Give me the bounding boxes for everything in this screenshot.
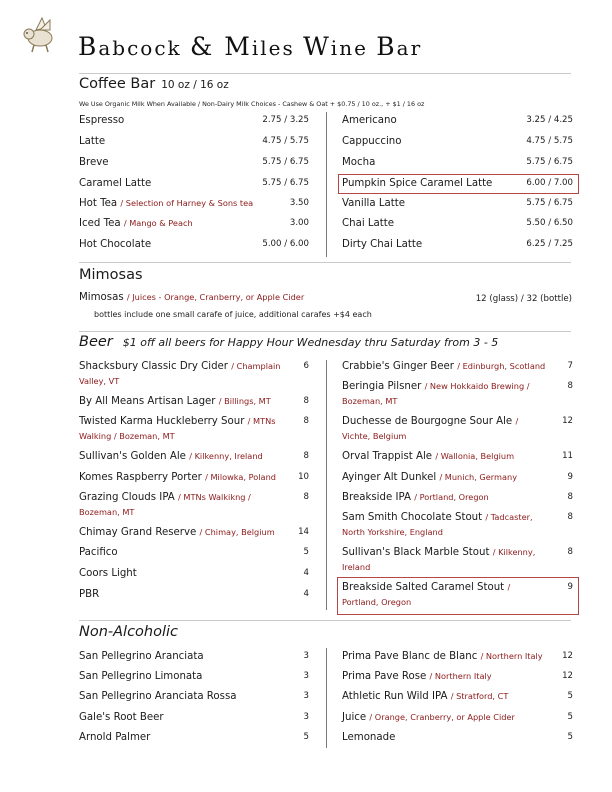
highlight-box [337,577,579,615]
item-price: 12 [562,416,573,426]
item-price: 12 [562,651,573,661]
menu-item [342,134,542,149]
item-name: By All Means Artisan Lager [79,396,216,407]
item-origin: / Billings, MT [218,396,271,406]
menu-item [342,449,547,464]
item-name: Coors Light [79,568,137,579]
divider [79,331,571,332]
item-price: 8 [567,547,573,557]
item-price: 8 [567,512,573,522]
item-origin: / Selection of Harney & Sons tea [120,198,254,208]
menu-item [342,379,547,409]
item-price: 5.75 / 6.75 [526,157,573,167]
mimosa-note: bottles include one small carafe of juice, additional carafes +$4 each [94,310,372,319]
item-origin: / Milowka, Poland [205,472,276,482]
menu-item [79,545,284,560]
item-price: 8 [303,396,309,406]
item-origin: / MTNs Walkikng / Bozeman, MT [79,492,251,517]
item-origin: / Portland, Oregon [414,492,489,502]
item-price: 3 [303,691,309,701]
item-price: 8 [303,451,309,461]
item-price: 4.75 / 5.75 [526,136,573,146]
item-price: 8 [303,492,309,502]
menu-item [79,196,289,211]
menu-item [342,155,542,170]
item-price: 5 [567,732,573,742]
item-origin: / New Hokkaido Brewing / Bozeman, MT [342,381,530,406]
menu-item [342,414,547,444]
item-name: PBR [79,589,100,600]
item-name: Breakside IPA [342,492,411,503]
item-origin: / MTNs Walking / Bozeman, MT [79,416,276,441]
item-name: San Pellegrino Limonata [79,671,203,682]
menu-item [79,155,289,170]
item-name: San Pellegrino Aranciata Rossa [79,691,237,702]
item-name: Komes Raspberry Porter [79,472,202,483]
menu-item [342,237,542,252]
item-name: Crabbie's Ginger Beer [342,361,454,372]
item-price: 9 [567,472,573,482]
item-origin: / Chimay, Belgium [199,527,275,537]
menu-item [79,394,284,409]
item-price: 8 [567,492,573,502]
item-price: 8 [567,381,573,391]
item-name: Caramel Latte [79,178,152,189]
item-price: 5 [303,547,309,557]
column-divider [326,648,327,748]
divider [79,262,571,263]
menu-item [79,449,284,464]
item-price: 7 [567,361,573,371]
item-name: Beringia Pilsner [342,381,422,392]
item-price: 3.25 / 4.25 [526,115,573,125]
item-origin: / Edinburgh, Scotland [457,361,546,371]
item-price: 3 [303,671,309,681]
divider [79,620,571,621]
menu-item [79,176,289,191]
item-price: 3 [303,712,309,722]
item-name: Dirty Chai Latte [342,239,423,250]
item-price: 3.00 [289,218,309,228]
item-name: Prima Pave Rose [342,671,427,682]
menu-item [79,359,284,389]
item-name: Pumpkin Spice Caramel Latte [342,178,493,189]
item-name: Athletic Run Wild IPA [342,691,448,702]
menu-item [79,414,284,444]
menu-item [79,649,294,664]
menu-item [342,730,557,745]
item-name: Sullivan's Black Marble Stout [342,547,490,558]
item-name: Mocha [342,157,376,168]
item-origin: / Kilkenny, Ireland [189,451,263,461]
item-price: 5.75 / 6.75 [262,157,309,167]
item-price: 4 [303,589,309,599]
item-origin: / Champlain Valley, VT [79,361,281,386]
item-name: Lemonade [342,732,396,743]
column-divider [326,112,327,257]
item-price: 5 [567,712,573,722]
item-price: 6.25 / 7.25 [526,239,573,249]
menu-item [342,196,542,211]
menu-item [342,710,557,725]
menu-item [342,649,557,664]
item-name: Arnold Palmer [79,732,151,743]
menu-item [79,710,294,725]
page-title: Babcock & Miles Wine Bar [78,32,423,61]
item-price: 4.75 / 5.75 [262,136,309,146]
menu-item [79,525,284,540]
item-price: 5 [567,691,573,701]
item-price: 5.00 / 6.00 [262,239,309,249]
menu-item [342,359,547,374]
menu-item [79,134,289,149]
highlight-box [338,174,579,194]
item-name: Iced Tea [79,218,121,229]
item-price: 5 [303,732,309,742]
item-price: 5.50 / 6.50 [526,218,573,228]
item-name: Chai Latte [342,218,395,229]
item-origin: / Orange, Cranberry, or Apple Cider [369,712,515,722]
item-origin: / Northern Italy [480,651,543,661]
item-price: 14 [298,527,309,537]
menu-item [79,237,289,252]
menu-item [79,113,289,128]
item-name: Espresso [79,115,125,126]
item-price: 12 (glass) / 32 (bottle) [475,294,572,304]
column-divider [326,360,327,610]
menu-item [79,490,284,520]
item-origin: / Tadcaster, North Yorkshire, England [342,512,533,537]
menu-item [342,510,547,540]
menu-item [79,669,294,684]
menu-item [342,113,542,128]
item-name: Latte [79,136,106,147]
item-name: Vanilla Latte [342,198,406,209]
menu-item [79,566,284,581]
item-price: 12 [562,671,573,681]
item-origin: / Munich, Germany [439,472,518,482]
item-price: 3 [303,651,309,661]
item-name: Americano [342,115,397,126]
item-name: Breakside Salted Caramel Stout [342,582,505,593]
item-origin: / Portland, Oregon [342,582,511,607]
item-name: Hot Chocolate [79,239,152,250]
pig-with-wings-icon [16,14,58,56]
item-name: Breve [79,157,109,168]
item-name: Sam Smith Chocolate Stout [342,512,483,523]
menu-item [79,470,284,485]
item-origin: / Northern Italy [429,671,492,681]
section-heading-mimosas: Mimosas [79,267,143,283]
menu-item [342,545,547,575]
item-origin: / Vichte, Belgium [342,416,519,441]
menu-item-mimosas: Mimosas / Juices - Orange, Cranberry, or Apple Cider [79,292,305,303]
item-price: 3.50 [289,198,309,208]
section-heading-nonalc: Non-Alcoholic [79,624,179,640]
item-name: Pacifico [79,547,118,558]
item-name: Hot Tea [79,198,118,209]
item-name: Gale's Root Beer [79,712,164,723]
section-heading-coffee: Coffee Bar 10 oz / 16 oz [79,76,229,92]
item-price: 5.75 / 6.75 [526,198,573,208]
milk-note: We Use Organic Milk When Available / Non-Dairy Milk Choices - Cashew & Oat + $0.75 / 10 oz., + $1 / 16 oz [79,100,425,108]
item-price: 6 [303,361,309,371]
item-price: 4 [303,568,309,578]
menu-item [342,689,557,704]
item-name: Shacksbury Classic Dry Cider [79,361,228,372]
menu-item [79,689,294,704]
menu-item [342,470,547,485]
item-price: 10 [298,472,309,482]
item-origin: / Wallonia, Belgium [435,451,515,461]
menu-item [79,587,284,602]
menu-item [79,216,289,231]
item-name: Sullivan's Golden Ale [79,451,186,462]
item-price: 11 [562,451,573,461]
item-name: Chimay Grand Reserve [79,527,197,538]
item-price: 5.75 / 6.75 [262,178,309,188]
menu-item [342,490,547,505]
item-name: Twisted Karma Huckleberry Sour [79,416,245,427]
item-name: Duchesse de Bourgogne Sour Ale [342,416,513,427]
menu-item [79,730,294,745]
item-price: 9 [567,582,573,592]
item-origin: / Kilkenny, Ireland [342,547,536,572]
item-price: 8 [303,416,309,426]
item-origin: / Stratford, CT [450,691,509,701]
item-name: San Pellegrino Aranciata [79,651,204,662]
menu-item [342,216,542,231]
item-name: Grazing Clouds IPA [79,492,175,503]
item-name: Prima Pave Blanc de Blanc [342,651,478,662]
section-heading-beer: Beer $1 off all beers for Happy Hour Wednesday thru Saturday from 3 - 5 [79,334,499,350]
item-name: Ayinger Alt Dunkel [342,472,437,483]
item-price: 6.00 / 7.00 [526,178,573,188]
item-origin: / Mango & Peach [123,218,193,228]
item-price: 2.75 / 3.25 [262,115,309,125]
item-name: Orval Trappist Ale [342,451,433,462]
menu-item [342,669,557,684]
item-name: Cappuccino [342,136,402,147]
item-name: Juice [342,712,367,723]
divider [79,73,571,74]
